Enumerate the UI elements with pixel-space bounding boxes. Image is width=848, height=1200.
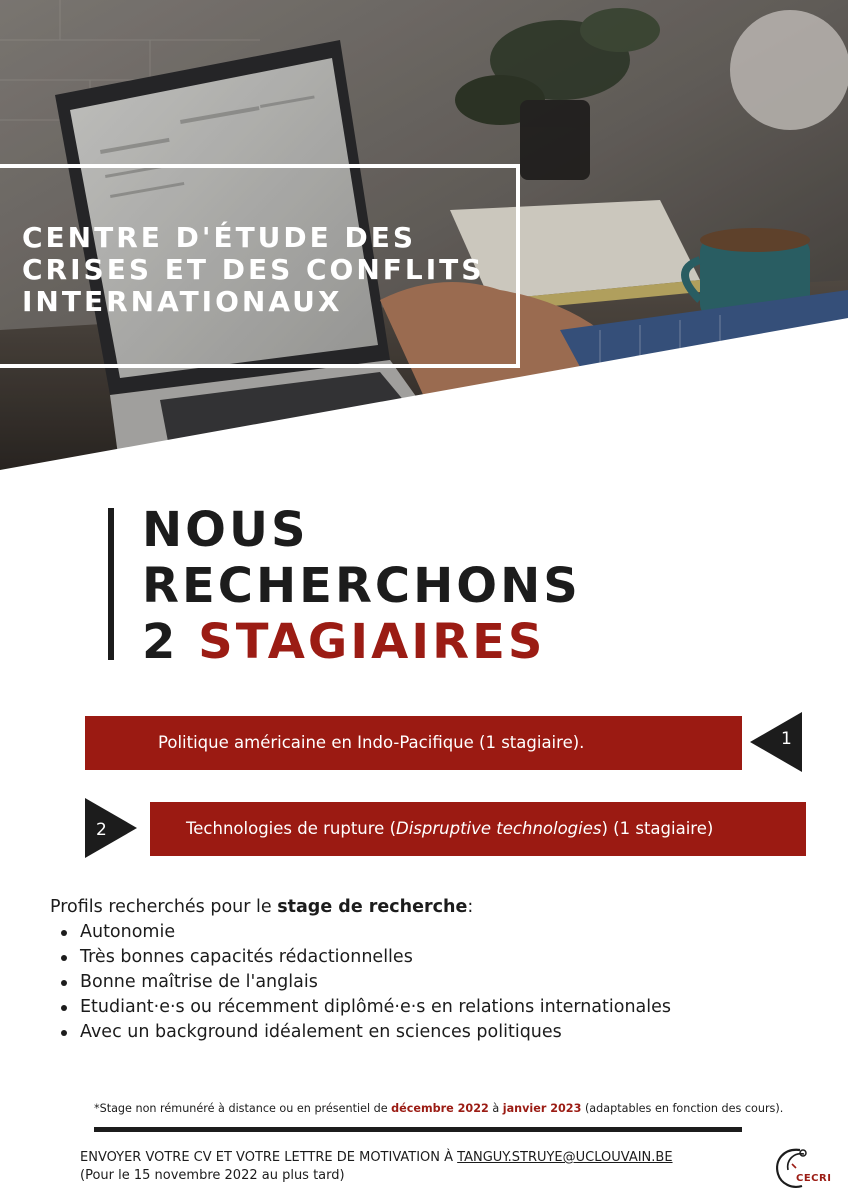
footnote-suffix: (adaptables en fonction des cours). [581,1102,784,1115]
contact-section [80,1149,673,1185]
headline-count: 2 [142,614,179,670]
cecri-logo-icon [770,1146,820,1192]
divider [94,1127,742,1132]
footnote-end-date: janvier 2023 [502,1102,582,1115]
position-2-text-after: ) (1 stagiaire) [601,819,714,838]
contact-prefix: ENVOYER VOTRE CV ET VOTRE LETTRE DE MOTIVATION À [80,1150,458,1165]
footnote-prefix: *Stage non rémunéré à distance ou en présentiel de [94,1102,392,1115]
position-bar-2 [150,802,806,856]
headline-accent-bar [108,508,114,660]
contact-email-link[interactable]: TANGUY.STRUYE@UCLOUVAIN.BE [457,1150,673,1165]
position-2-number: 2 [96,820,107,840]
profiles-intro [50,895,671,920]
triangle-marker-1-icon [750,712,802,772]
contact-deadline: (Pour le 15 novembre 2022 au plus tard) [80,1168,345,1183]
headline-accent: STAGIAIRES [198,614,546,670]
position-1-text: Politique américaine en Indo-Pacifique (1 stagiaire). [158,733,585,752]
profiles-intro-text: Profils recherchés pour le [50,897,278,917]
headline-line-3 [142,614,581,670]
footnote-middle: à [488,1102,503,1115]
profile-item: Très bonnes capacités rédactionnelles [50,945,671,970]
position-1-number: 1 [781,729,792,749]
position-2-text-italic: Dispruptive technologies [396,819,602,838]
profile-item: Bonne maîtrise de l'anglais [50,970,671,995]
headline [142,502,581,670]
profiles-intro-bold: stage de recherche [277,897,468,917]
contact-line-1 [80,1149,673,1167]
profiles-intro-colon: : [467,897,474,917]
footnote [94,1102,783,1115]
profile-item: Etudiant·e·s ou récemment diplômé·e·s en relations internationales [50,995,671,1020]
headline-line-2: RECHERCHONS [142,558,581,614]
profile-item: Autonomie [50,920,671,945]
profiles-section [50,895,671,1045]
headline-line-1: NOUS [142,502,309,558]
profile-item: Avec un background idéalement en sciences politiques [50,1020,671,1045]
footnote-start-date: décembre 2022 [391,1102,489,1115]
org-title: CENTRE D'ÉTUDE DES CRISES ET DES CONFLITS INTERNATIONAUX [22,221,485,318]
profiles-list [50,920,671,1045]
position-2-text-before: Technologies de rupture ( [186,819,397,838]
cecri-logo-text: CECRI [796,1173,832,1184]
triangle-marker-2-icon [85,798,137,858]
position-bar-1 [85,716,742,770]
